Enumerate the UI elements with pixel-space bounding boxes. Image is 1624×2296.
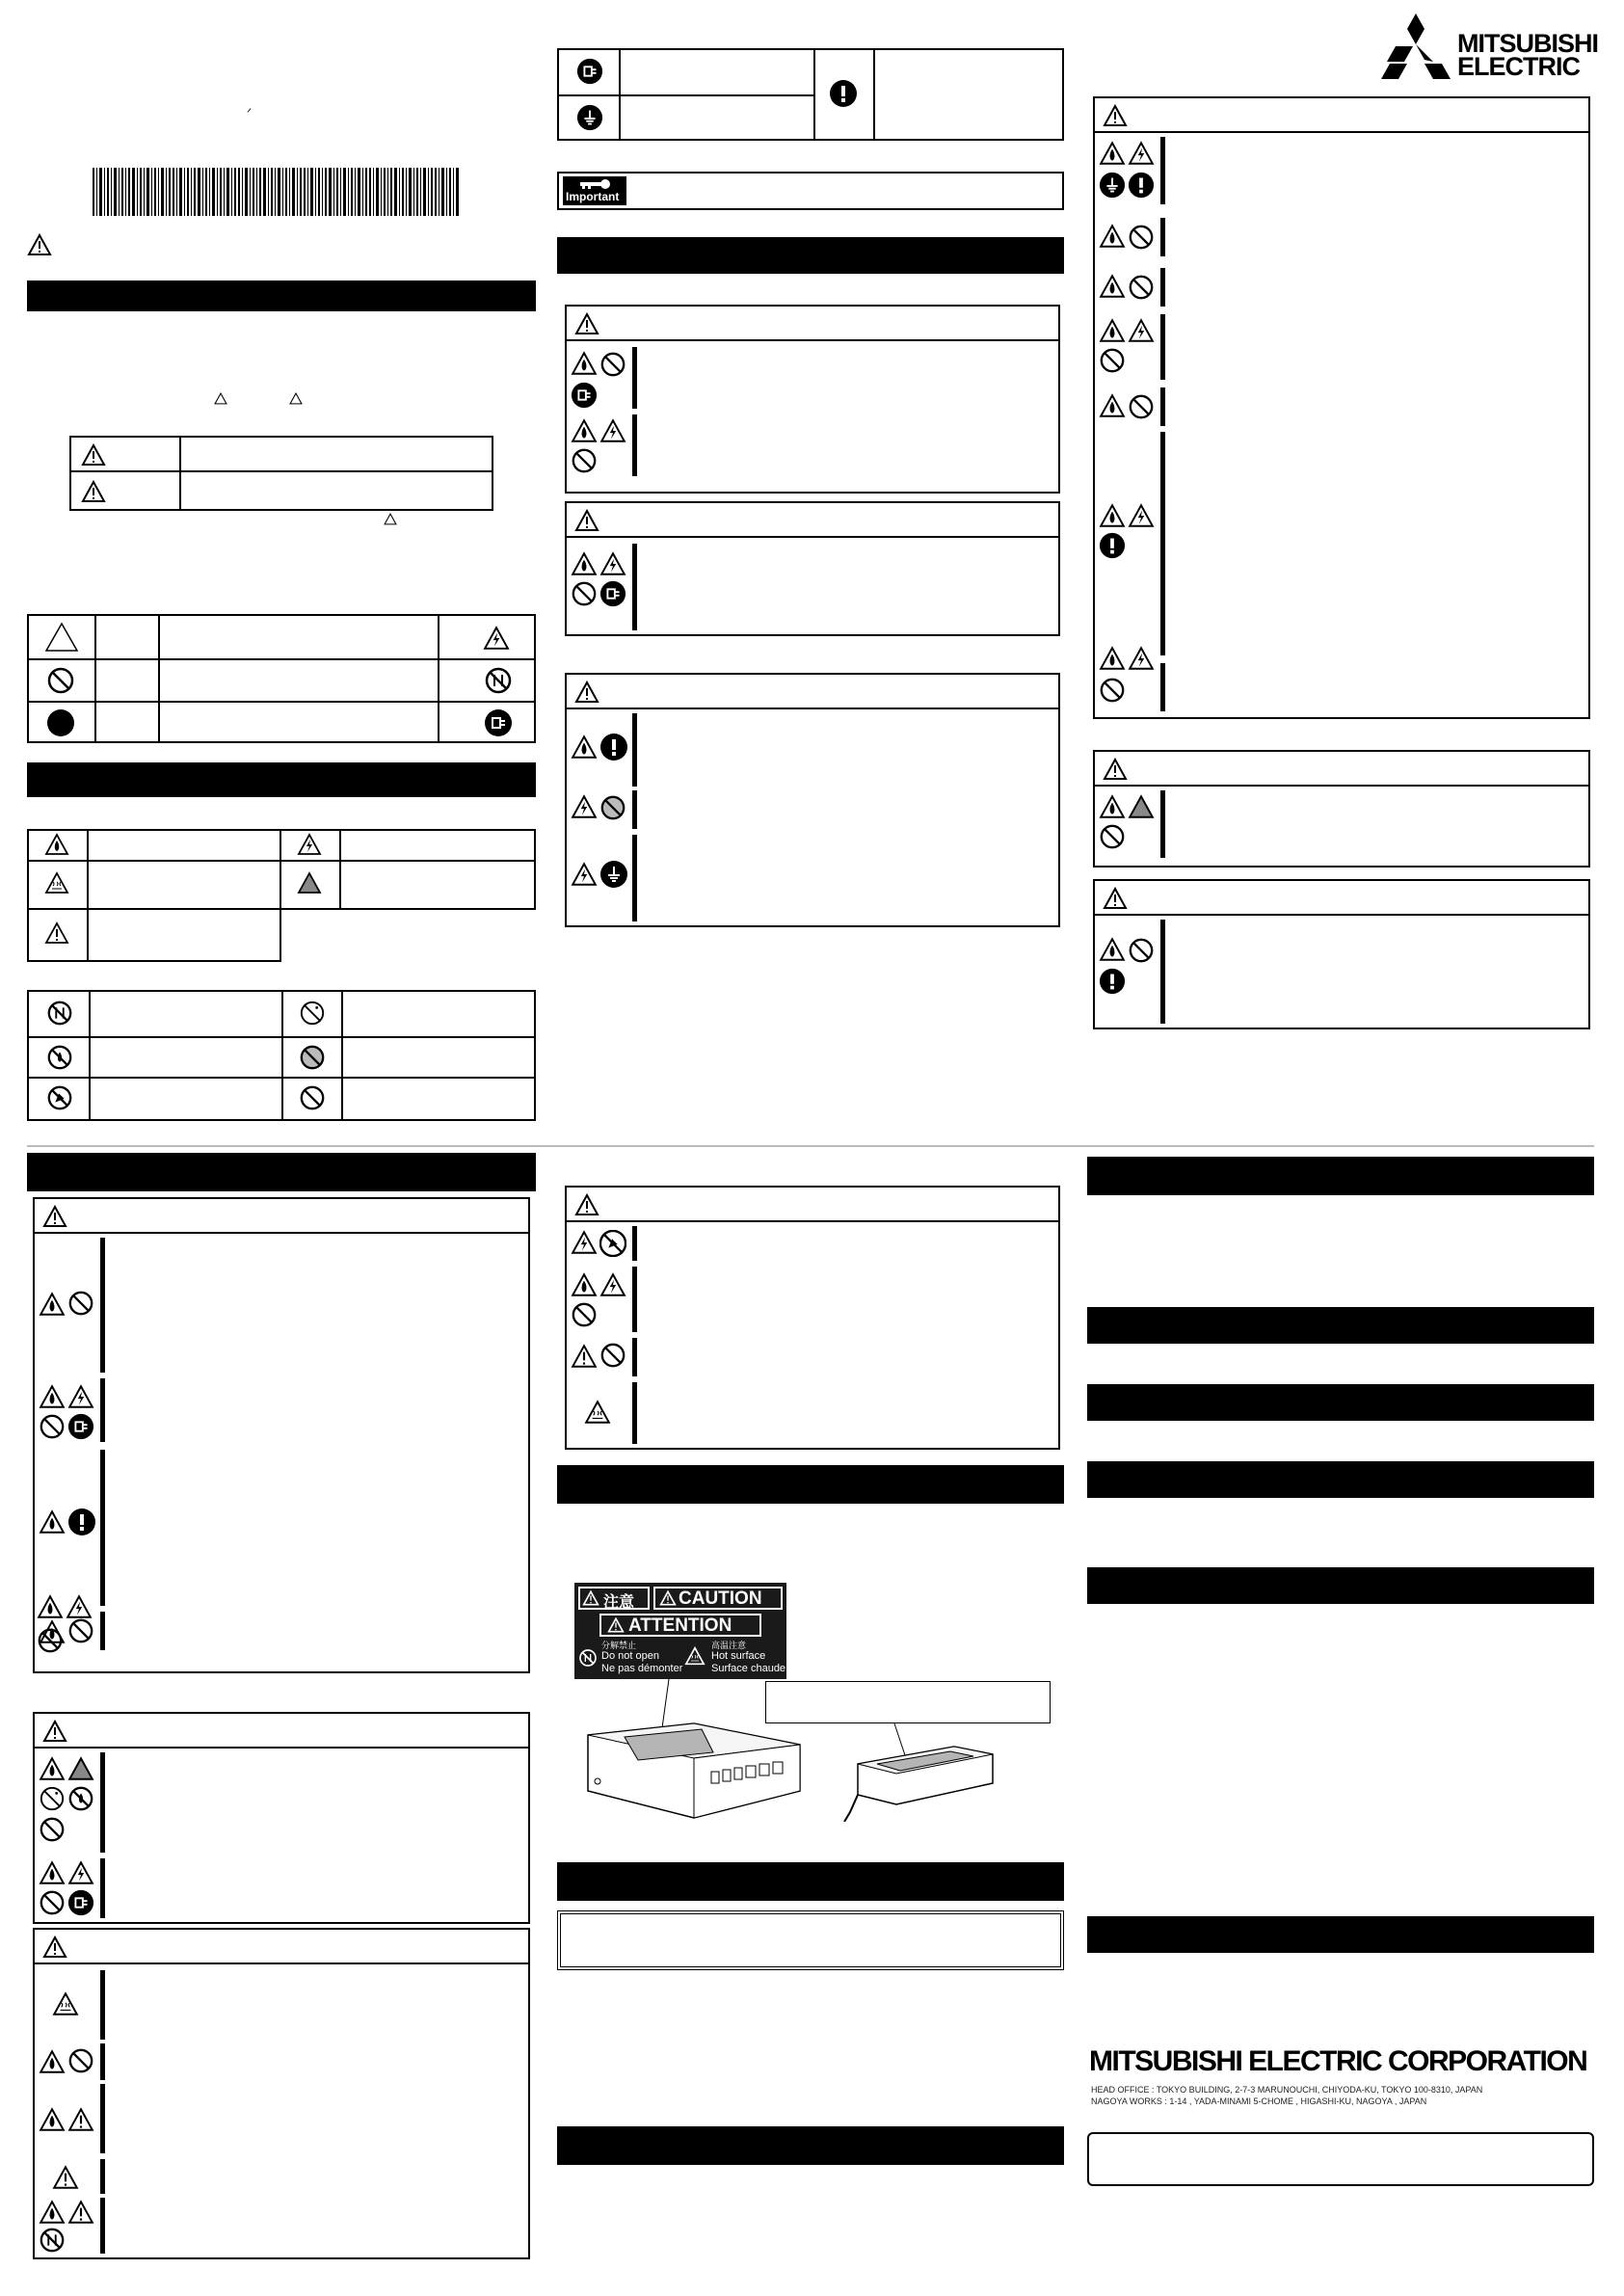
warning-icon bbox=[574, 312, 599, 335]
mandatory-icon bbox=[46, 708, 75, 737]
mandatory-icon bbox=[1099, 532, 1126, 559]
fire-icon bbox=[1099, 224, 1126, 249]
fire-icon bbox=[39, 2107, 66, 2132]
general-caution-icon bbox=[67, 2200, 94, 2225]
electric-shock-icon bbox=[1128, 503, 1155, 528]
mitsubishi-diamonds-logo bbox=[1378, 13, 1453, 79]
no-fire-icon bbox=[67, 1785, 94, 1812]
caution-label-sticker bbox=[574, 1583, 786, 1679]
mandatory-icon bbox=[67, 1508, 96, 1536]
unplug-icon bbox=[67, 1889, 94, 1916]
electric-shock-icon bbox=[482, 626, 511, 651]
prohibition-icon bbox=[599, 1342, 626, 1369]
electric-shock-icon bbox=[66, 1594, 93, 1619]
warning-icon bbox=[659, 1590, 677, 1606]
no-disassembly-icon bbox=[578, 1648, 598, 1668]
caution-box bbox=[1093, 750, 1590, 868]
fire-icon bbox=[571, 551, 598, 576]
mandatory-icon bbox=[1099, 968, 1126, 995]
hazard-symbol-table bbox=[27, 829, 536, 964]
caution-icon bbox=[574, 681, 599, 704]
fire-icon bbox=[1099, 393, 1126, 418]
caution-icon bbox=[1103, 887, 1128, 910]
fire-icon bbox=[1099, 794, 1126, 819]
prohibition-icon bbox=[39, 1413, 66, 1440]
fire-icon bbox=[571, 734, 598, 760]
right-fr: Surface chaude bbox=[711, 1663, 786, 1674]
laser-icon bbox=[67, 1756, 94, 1781]
section-header-bar bbox=[27, 762, 536, 797]
warning-icon bbox=[81, 443, 106, 467]
prohibition-icon bbox=[67, 1617, 94, 1644]
caution-icon bbox=[42, 1936, 67, 1959]
hot-surface-icon bbox=[584, 1400, 611, 1425]
left-jp: 分解禁止 bbox=[601, 1641, 637, 1650]
section-header-bar bbox=[557, 237, 1064, 274]
hot-surface-icon bbox=[52, 1991, 79, 2016]
no-disassembly-icon bbox=[46, 1000, 73, 1027]
prohibition-icon bbox=[1099, 823, 1126, 850]
attention-label: ATTENTION bbox=[628, 1615, 732, 1636]
prohibition-icon bbox=[599, 351, 626, 378]
section-header-bar bbox=[1087, 1307, 1594, 1344]
unplug-icon bbox=[484, 708, 513, 737]
small-mark: ᐟ bbox=[247, 106, 253, 120]
caution-icon bbox=[81, 480, 106, 503]
unplug-icon bbox=[571, 382, 598, 409]
prohibition-icon bbox=[37, 1627, 64, 1654]
prohibition-icon bbox=[1099, 677, 1126, 704]
fire-icon bbox=[1099, 141, 1126, 166]
laser-icon bbox=[297, 871, 322, 894]
warning-box bbox=[33, 1197, 530, 1673]
section-header-bar bbox=[557, 1465, 1064, 1504]
important-badge bbox=[563, 176, 626, 205]
prohibition-icon bbox=[67, 1290, 94, 1317]
electric-shock-icon bbox=[599, 418, 626, 443]
electric-shock-icon bbox=[571, 1230, 598, 1255]
caution-en: CAUTION bbox=[679, 1589, 762, 1609]
warning-icon bbox=[42, 1720, 67, 1743]
prohibition-icon bbox=[1128, 274, 1155, 301]
fire-icon bbox=[44, 833, 69, 856]
fire-icon bbox=[39, 2049, 66, 2074]
general-caution-icon bbox=[67, 2107, 94, 2132]
left-fr: Ne pas démonter bbox=[601, 1663, 683, 1674]
fire-icon bbox=[37, 1594, 64, 1619]
mandatory-icon bbox=[829, 79, 858, 108]
ground-icon bbox=[576, 104, 603, 131]
corporation-name: MITSUBISHI ELECTRIC CORPORATION bbox=[1089, 2045, 1587, 2077]
warning-icon bbox=[27, 233, 52, 256]
warning-icon bbox=[607, 1617, 625, 1633]
right-en: Hot surface bbox=[711, 1650, 766, 1662]
fire-icon bbox=[1099, 318, 1126, 343]
barcode bbox=[93, 168, 459, 216]
symbol-reference-table bbox=[557, 48, 1064, 141]
footer-box bbox=[1087, 2132, 1594, 2186]
electric-shock-icon bbox=[571, 862, 598, 887]
warning-icon bbox=[582, 1590, 599, 1606]
symbol-legend-table bbox=[27, 614, 536, 743]
unplug-icon bbox=[67, 1413, 94, 1440]
warning-icon bbox=[214, 392, 227, 405]
prohibition-icon bbox=[1128, 937, 1155, 964]
fire-icon bbox=[1099, 646, 1126, 671]
section-header-bar bbox=[1087, 1461, 1594, 1498]
electric-shock-icon bbox=[571, 794, 598, 819]
ground-icon bbox=[599, 860, 628, 889]
warning-icon bbox=[384, 513, 397, 525]
warning-icon bbox=[574, 509, 599, 532]
no-disassembly-icon bbox=[39, 2227, 66, 2254]
fire-icon bbox=[1099, 937, 1126, 962]
mandatory-icon bbox=[599, 733, 628, 761]
fire-icon bbox=[571, 418, 598, 443]
logo-line-2: ELECTRIC bbox=[1457, 52, 1580, 81]
mandatory-icon bbox=[1128, 172, 1155, 199]
ground-icon bbox=[1099, 172, 1126, 199]
electric-shock-icon bbox=[297, 833, 322, 856]
warning-box bbox=[33, 1712, 530, 1924]
fire-icon bbox=[39, 1756, 66, 1781]
prohibition-icon bbox=[46, 666, 75, 695]
general-caution-icon bbox=[52, 2165, 79, 2190]
no-disassembly-icon bbox=[484, 666, 513, 695]
logo-line-1: MITSUBISHI bbox=[1457, 29, 1599, 58]
caution-icon bbox=[574, 1193, 599, 1216]
section-header-bar bbox=[557, 2126, 1064, 2165]
section-header-bar bbox=[1087, 1567, 1594, 1604]
caution-jp: 注意 bbox=[603, 1594, 635, 1611]
caution-box bbox=[1093, 879, 1590, 1029]
section-header-bar bbox=[557, 1862, 1064, 1901]
no-touch-icon bbox=[599, 1230, 626, 1257]
electric-shock-icon bbox=[1128, 141, 1155, 166]
no-water-icon bbox=[299, 1044, 326, 1071]
caution-box bbox=[565, 1186, 1060, 1450]
general-caution-icon bbox=[44, 921, 69, 945]
electric-shock-icon bbox=[1128, 646, 1155, 671]
warning-icon bbox=[289, 392, 303, 405]
key-icon bbox=[578, 178, 611, 190]
fire-icon bbox=[39, 1509, 66, 1535]
prohibition-icon bbox=[571, 447, 598, 474]
no-fire-icon bbox=[46, 1044, 73, 1071]
signal-word-table bbox=[69, 436, 493, 511]
caution-box bbox=[33, 1928, 530, 2259]
important-label: Important bbox=[566, 190, 620, 203]
fire-icon bbox=[571, 351, 598, 376]
section-header-bar bbox=[1087, 1384, 1594, 1421]
works-address: NAGOYA WORKS : 1-14 , YADA-MINAMI 5-CHOME , HIGASHI-KU, NAGOYA , JAPAN bbox=[1091, 2096, 1427, 2106]
no-touch-icon bbox=[46, 1084, 73, 1111]
warning-icon bbox=[1103, 104, 1128, 127]
head-office-address: HEAD OFFICE : TOKYO BUILDING, 2-7-3 MARUNOUCHI, CHIYODA-KU, TOKYO 100-8310, JAPAN bbox=[1091, 2085, 1483, 2095]
warning-box bbox=[565, 305, 1060, 494]
left-en: Do not open bbox=[601, 1650, 659, 1662]
laser-icon bbox=[1128, 794, 1155, 819]
device-illustration bbox=[569, 1677, 1070, 1822]
electric-shock-icon bbox=[67, 1860, 94, 1885]
fire-icon bbox=[39, 2200, 66, 2225]
prohibition-icon bbox=[39, 1889, 66, 1916]
fire-icon bbox=[39, 1860, 66, 1885]
warning-box bbox=[565, 501, 1060, 636]
notice-box bbox=[557, 1910, 1064, 1970]
electric-shock-icon bbox=[599, 1272, 626, 1297]
unplug-icon bbox=[576, 58, 603, 85]
hot-surface-icon bbox=[684, 1646, 706, 1666]
fire-icon bbox=[39, 1292, 66, 1317]
electric-shock-icon bbox=[1128, 318, 1155, 343]
fire-icon bbox=[1099, 274, 1126, 299]
section-header-bar bbox=[1087, 1157, 1594, 1195]
section-header-bar bbox=[27, 280, 536, 311]
prohibition-icon bbox=[571, 1301, 598, 1328]
fire-icon bbox=[39, 1384, 66, 1409]
hot-surface-icon bbox=[44, 871, 69, 894]
warning-box bbox=[1093, 96, 1590, 719]
electric-shock-icon bbox=[67, 1384, 94, 1409]
prohibition-icon bbox=[1128, 224, 1155, 251]
general-caution-icon bbox=[571, 1344, 598, 1369]
section-header-bar bbox=[1087, 1916, 1594, 1953]
caution-box bbox=[565, 673, 1060, 927]
fire-icon bbox=[1099, 503, 1126, 528]
caution-icon bbox=[1103, 758, 1128, 781]
no-wet-hands-icon bbox=[39, 1785, 66, 1812]
general-caution-icon bbox=[44, 622, 79, 653]
electric-shock-icon bbox=[599, 551, 626, 576]
prohibition-icon bbox=[67, 2047, 94, 2074]
no-wet-hands-icon bbox=[299, 1000, 326, 1027]
warning-icon bbox=[42, 1205, 67, 1228]
section-header-bar bbox=[27, 1153, 536, 1191]
important-note-box bbox=[557, 172, 1064, 210]
prohibition-icon bbox=[1099, 347, 1126, 374]
prohibition-icon bbox=[1128, 393, 1155, 420]
right-jp: 高温注意 bbox=[711, 1641, 747, 1650]
prohibition-icon bbox=[571, 580, 598, 607]
prohibition-symbol-table bbox=[27, 990, 536, 1121]
prohibition-icon bbox=[39, 1816, 66, 1843]
fire-icon bbox=[571, 1272, 598, 1297]
unplug-icon bbox=[599, 580, 626, 607]
no-water-icon bbox=[599, 794, 626, 821]
page-divider bbox=[27, 1145, 1594, 1147]
prohibition-icon bbox=[299, 1084, 326, 1111]
